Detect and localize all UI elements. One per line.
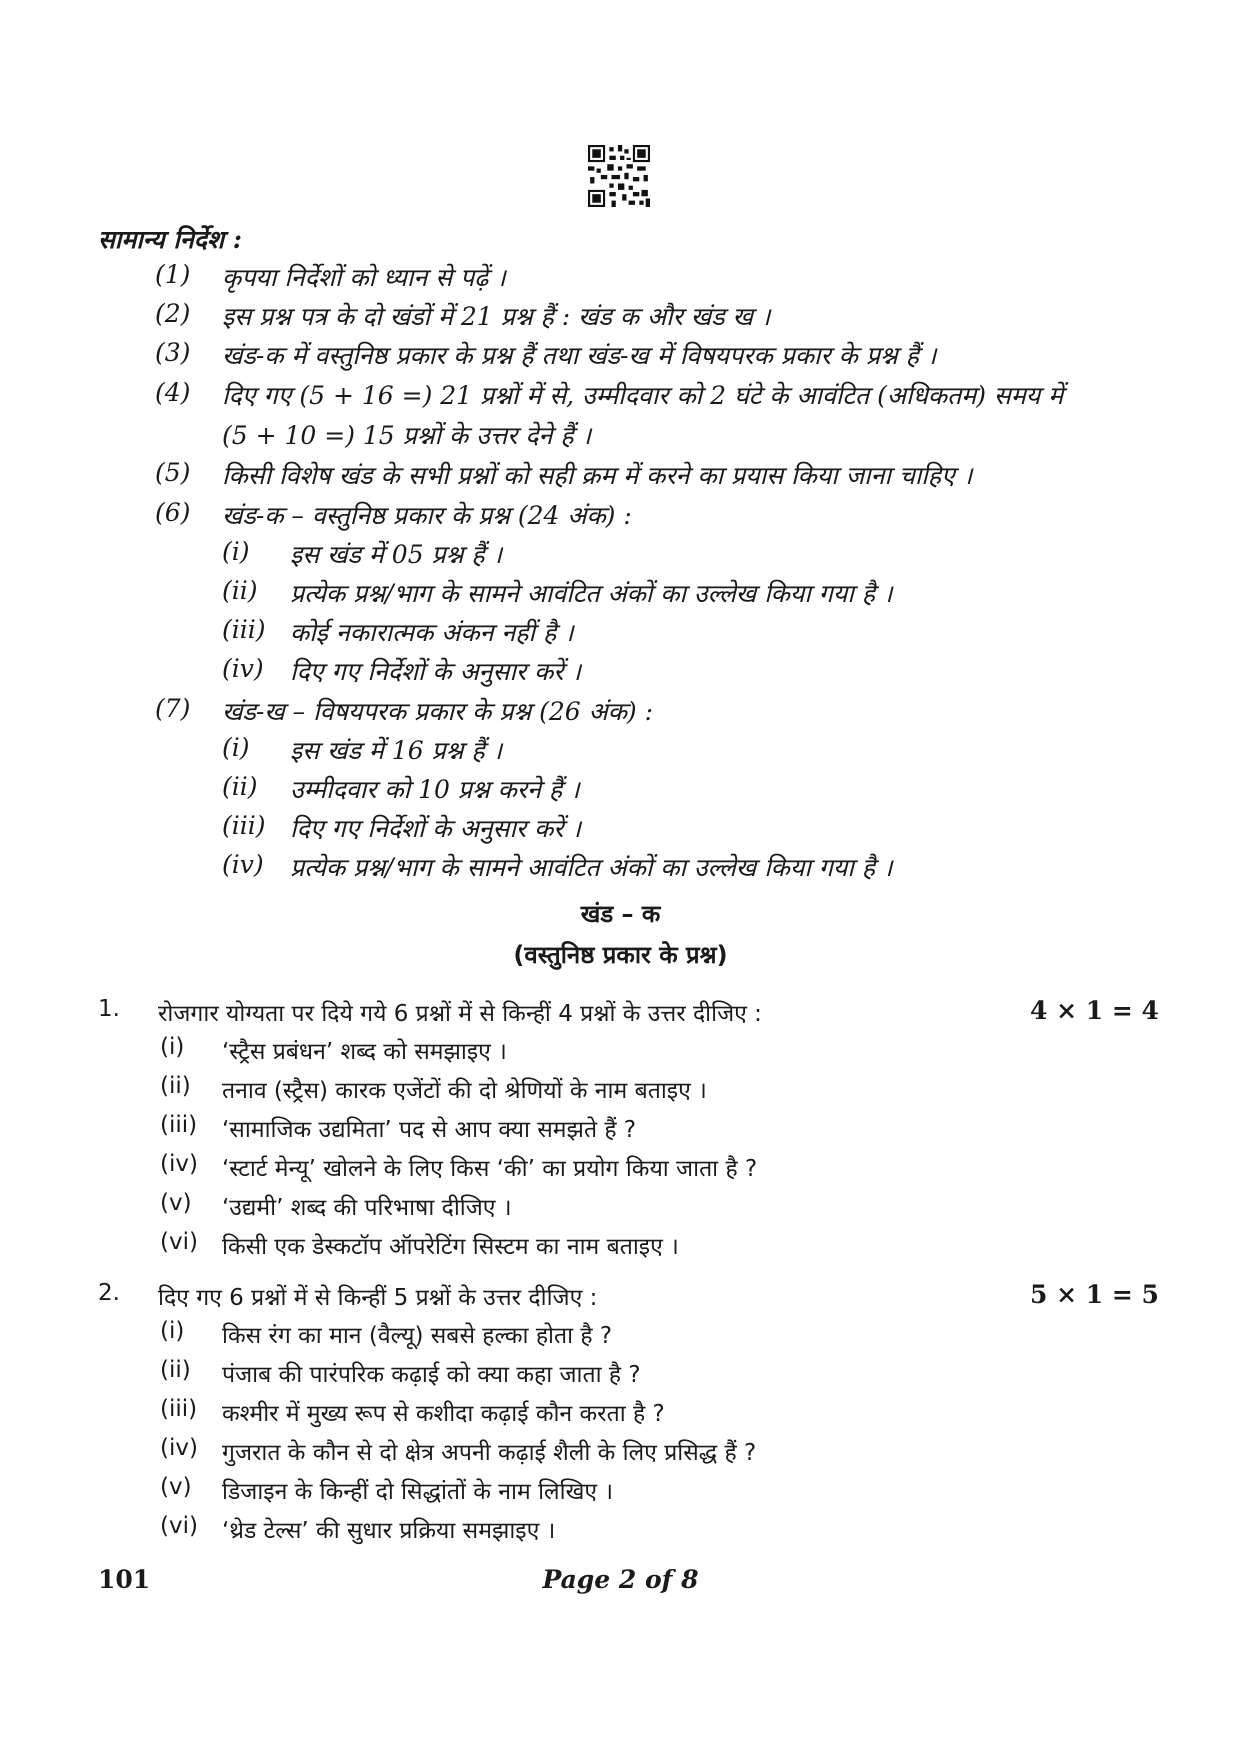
q1-number: 1. bbox=[98, 996, 120, 1022]
q1-marks: 4 × 1 = 4 bbox=[1030, 996, 1159, 1025]
q2-marks: 5 × 1 = 5 bbox=[1030, 1280, 1159, 1309]
q1-item-number: (iii) bbox=[160, 1112, 198, 1138]
instruction-2-text: इस प्रश्न पत्र के दो खंडों में 21 प्रश्न हैं : खंड क और खंड ख । bbox=[222, 302, 771, 331]
sub6-ii-text: प्रत्येक प्रश्न/भाग के सामने आवंटित अंकों का उल्लेख किया गया है । bbox=[290, 579, 893, 608]
q1-item-number: (v) bbox=[160, 1190, 192, 1216]
instruction-6-number: (6) bbox=[155, 498, 191, 527]
q2-item-number: (v) bbox=[160, 1474, 192, 1500]
instruction-4-text: दिए गए (5 + 16 =) 21 प्रश्नों में से, उम्मीदवार को 2 घंटे के आवंटित (अधिकतम) समय में bbox=[222, 381, 1064, 410]
q2-item-text: ‘थ्रेड टेल्स’ की सुधार प्रक्रिया समझाइए । bbox=[222, 1518, 556, 1544]
sub6-iv-number: (iv) bbox=[222, 654, 264, 683]
instruction-3-text: खंड-क में वस्तुनिष्ठ प्रकार के प्रश्न हैं तथा खंड-ख में विषयपरक प्रकार के प्रश्न हैं । bbox=[222, 341, 937, 370]
sub7-iii-text: दिए गए निर्देशों के अनुसार करें । bbox=[290, 814, 581, 843]
q2-item-text: कश्मीर में मुख्य रूप से कशीदा कढ़ाई कौन करता है ? bbox=[222, 1401, 665, 1427]
instruction-2-number: (2) bbox=[155, 299, 191, 328]
sub6-ii-number: (ii) bbox=[222, 576, 258, 605]
instruction-4-continuation: (5 + 10 =) 15 प्रश्नों के उत्तर देने हैं । bbox=[222, 421, 592, 450]
q1-item-text: तनाव (स्ट्रैस) कारक एजेंटों की दो श्रेणियों के नाम बताइए । bbox=[222, 1078, 707, 1104]
instruction-1-text: कृपया निर्देशों को ध्यान से पढ़ें । bbox=[222, 263, 506, 292]
sub6-i-number: (i) bbox=[222, 537, 250, 566]
q2-item-number: (iv) bbox=[160, 1435, 198, 1461]
sub7-i-text: इस खंड में 16 प्रश्न हैं । bbox=[290, 736, 503, 765]
instruction-7-text: खंड-ख – विषयपरक प्रकार के प्रश्न (26 अंक) : bbox=[222, 697, 654, 726]
q2-item-number: (vi) bbox=[160, 1513, 198, 1539]
q2-item-number: (i) bbox=[160, 1318, 185, 1344]
q1-item-text: ‘सामाजिक उद्यमिता’ पद से आप क्या समझते हैं ? bbox=[222, 1117, 637, 1143]
sub7-ii-text: उम्मीदवार को 10 प्रश्न करने हैं । bbox=[290, 775, 580, 804]
sub6-iii-number: (iii) bbox=[222, 615, 266, 644]
q1-item-text: ‘उद्यमी’ शब्द की परिभाषा दीजिए । bbox=[222, 1195, 512, 1221]
sub7-ii-number: (ii) bbox=[222, 772, 258, 801]
q2-item-text: किस रंग का मान (वैल्यू) सबसे हल्का होता है ? bbox=[222, 1323, 613, 1349]
instruction-1-number: (1) bbox=[155, 260, 191, 289]
q1-text: रोजगार योग्यता पर दिये गये 6 प्रश्नों में से किन्हीं 4 प्रश्नों के उत्तर दीजिए : bbox=[158, 1001, 762, 1027]
q1-item-text: ‘स्टार्ट मेन्यू’ खोलने के लिए किस ‘की’ का प्रयोग किया जाता है ? bbox=[222, 1156, 758, 1182]
q1-item-number: (iv) bbox=[160, 1151, 198, 1177]
q2-item-number: (iii) bbox=[160, 1396, 198, 1422]
instruction-3-number: (3) bbox=[155, 338, 191, 367]
sub6-i-text: इस खंड में 05 प्रश्न हैं । bbox=[290, 540, 503, 569]
q1-item-number: (vi) bbox=[160, 1229, 198, 1255]
instruction-5-text: किसी विशेष खंड के सभी प्रश्नों को सही क्रम में करने का प्रयास किया जाना चाहिए । bbox=[222, 461, 973, 490]
q2-item-text: गुजरात के कौन से दो क्षेत्र अपनी कढ़ाई शैली के लिए प्रसिद्ध हैं ? bbox=[222, 1440, 757, 1466]
q1-item-text: ‘स्ट्रैस प्रबंधन’ शब्द को समझाइए । bbox=[222, 1039, 507, 1065]
section-title: खंड – क bbox=[580, 900, 661, 928]
q2-item-text: पंजाब की पारंपरिक कढ़ाई को क्या कहा जाता है ? bbox=[222, 1362, 641, 1388]
q1-item-number: (ii) bbox=[160, 1073, 191, 1099]
q2-item-number: (ii) bbox=[160, 1357, 191, 1383]
section-subtitle: (वस्तुनिष्ठ प्रकार के प्रश्न) bbox=[513, 941, 728, 969]
sub6-iii-text: कोई नकारात्मक अंकन नहीं है । bbox=[290, 618, 574, 647]
instruction-6-text: खंड-क – वस्तुनिष्ठ प्रकार के प्रश्न (24 अंक) : bbox=[222, 501, 632, 530]
instruction-7-number: (7) bbox=[155, 694, 191, 723]
sub7-iv-text: प्रत्येक प्रश्न/भाग के सामने आवंटित अंकों का उल्लेख किया गया है । bbox=[290, 853, 893, 882]
q1-item-number: (i) bbox=[160, 1034, 185, 1060]
instruction-5-number: (5) bbox=[155, 458, 191, 487]
paper-code: 101 bbox=[98, 1565, 151, 1594]
q1-item-text: किसी एक डेस्कटॉप ऑपरेटिंग सिस्टम का नाम बताइए । bbox=[222, 1234, 679, 1260]
sub7-iv-number: (iv) bbox=[222, 850, 264, 879]
sub6-iv-text: दिए गए निर्देशों के अनुसार करें । bbox=[290, 657, 581, 686]
instruction-4-number: (4) bbox=[155, 378, 191, 407]
sub7-iii-number: (iii) bbox=[222, 811, 266, 840]
q2-number: 2. bbox=[98, 1280, 120, 1306]
q2-text: दिए गए 6 प्रश्नों में से किन्हीं 5 प्रश्नों के उत्तर दीजिए : bbox=[158, 1285, 598, 1311]
general-instructions-heading: सामान्य निर्देश : bbox=[98, 225, 242, 254]
qr-code-icon bbox=[588, 145, 650, 207]
sub7-i-number: (i) bbox=[222, 733, 250, 762]
page-number: Page 2 of 8 bbox=[542, 1565, 699, 1594]
q2-item-text: डिजाइन के किन्हीं दो सिद्धांतों के नाम लिखिए । bbox=[222, 1479, 614, 1505]
